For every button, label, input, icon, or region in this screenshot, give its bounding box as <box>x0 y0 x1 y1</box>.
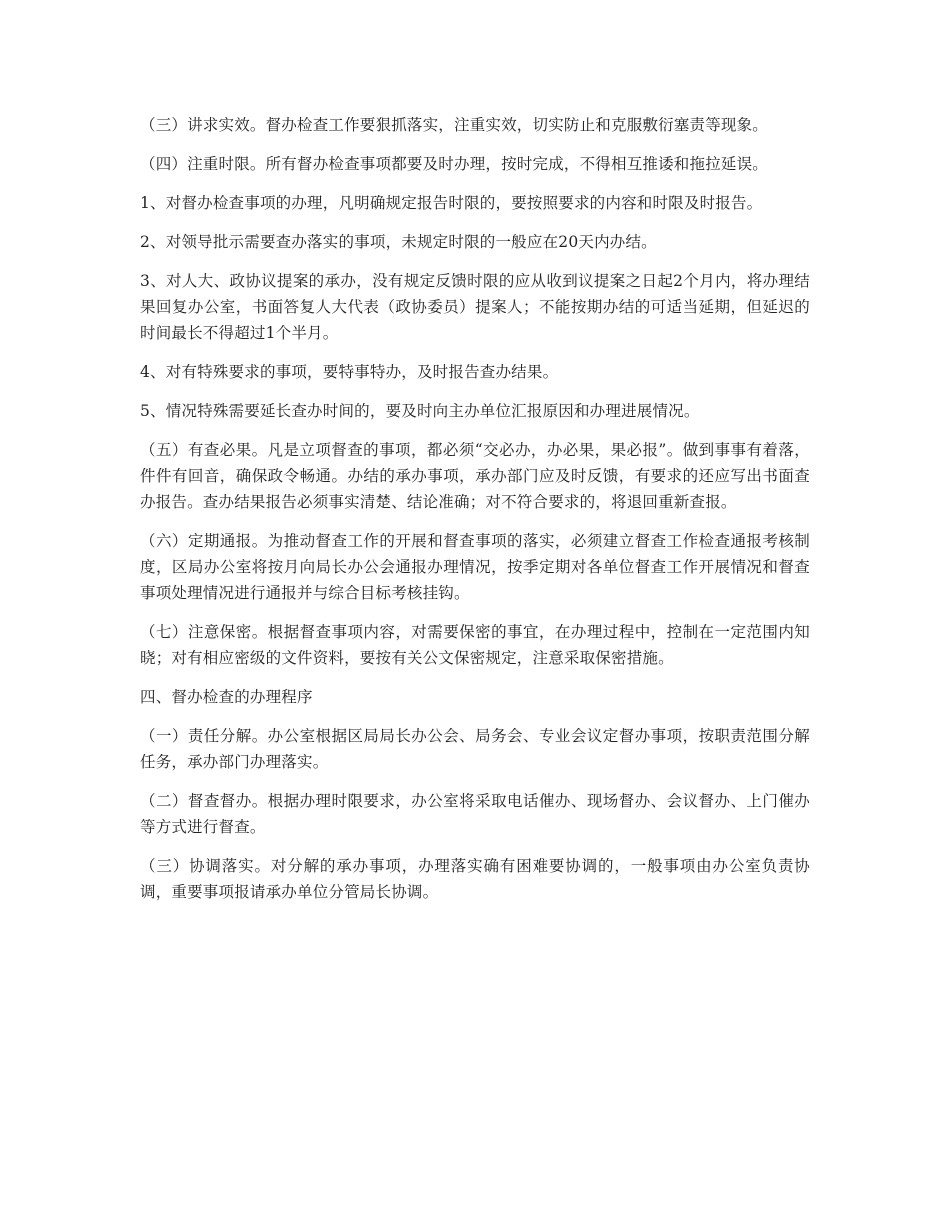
paragraph-responsibility-breakdown: （一）责任分解。办公室根据区局局长办公会、局务会、专业会议定督办事项，按职责范围分解任务，承办部门办理落实。 <box>140 727 810 771</box>
paragraph-regular-reporting: （六）定期通报。为推动督查工作的开展和督查事项的落实，必须建立督查工作检查通报考核制度，区局办公室将按月向局长办公会通报办理情况，按季定期对各单位督查工作开展情况和督查事项处理情况进行通报并与综合目标考核挂钩。 <box>140 532 810 602</box>
paragraph-item-1: 1、对督办检查事项的办理，凡明确规定报告时限的，要按照要求的内容和时限及时报告。 <box>140 194 763 212</box>
paragraph-item-5: 5、情况特殊需要延长查办时间的，要及时向主办单位汇报原因和办理进展情况。 <box>140 402 700 420</box>
paragraph-time-limits: （四）注重时限。所有督办检查事项都要及时办理，按时完成，不得相互推诿和拖拉延误。 <box>140 155 769 173</box>
paragraph-item-2: 2、对领导批示需要查办落实的事项，未规定时限的一般应在20天内办结。 <box>140 233 657 251</box>
paragraph-supervision: （二）督查督办。根据办理时限要求，办公室将采取电话催办、现场督办、会议督办、上门催办等方式进行督查。 <box>140 792 810 836</box>
paragraph-item-3: 3、对人大、政协议提案的承办，没有规定反馈时限的应从收到议提案之日起2个月内，将办理结果回复办公室，书面答复人大代表（政协委员）提案人；不能按期办结的可适当延期，但延迟的时间最长不得超过1个半月。 <box>140 272 810 342</box>
document-body <box>140 112 810 918</box>
paragraph-results-required: （五）有查必果。凡是立项督查的事项，都必须“交必办，办必果，果必报”。做到事事有着落，件件有回音，确保政令畅通。办结的承办事项，承办部门应及时反馈，有要求的还应写出书面查办报告。查办结果报告必须事实清楚、结论准确；对不符合要求的，将退回重新查报。 <box>140 441 810 511</box>
paragraph-confidentiality: （七）注意保密。根据督查事项内容，对需要保密的事宜，在办理过程中，控制在一定范围内知晓；对有相应密级的文件资料，要按有关公文保密规定，注意采取保密措施。 <box>140 623 810 667</box>
paragraph-practical-results: （三）讲求实效。督办检查工作要狠抓落实，注重实效，切实防止和克服敷衍塞责等现象。 <box>140 116 769 134</box>
section-heading-procedure: 四、督办检查的办理程序 <box>140 688 313 706</box>
paragraph-item-4: 4、对有特殊要求的事项，要特事特办，及时报告查办结果。 <box>140 363 559 381</box>
paragraph-coordination: （三）协调落实。对分解的承办事项，办理落实确有困难要协调的，一般事项由办公室负责协调，重要事项报请承办单位分管局长协调。 <box>140 857 810 901</box>
